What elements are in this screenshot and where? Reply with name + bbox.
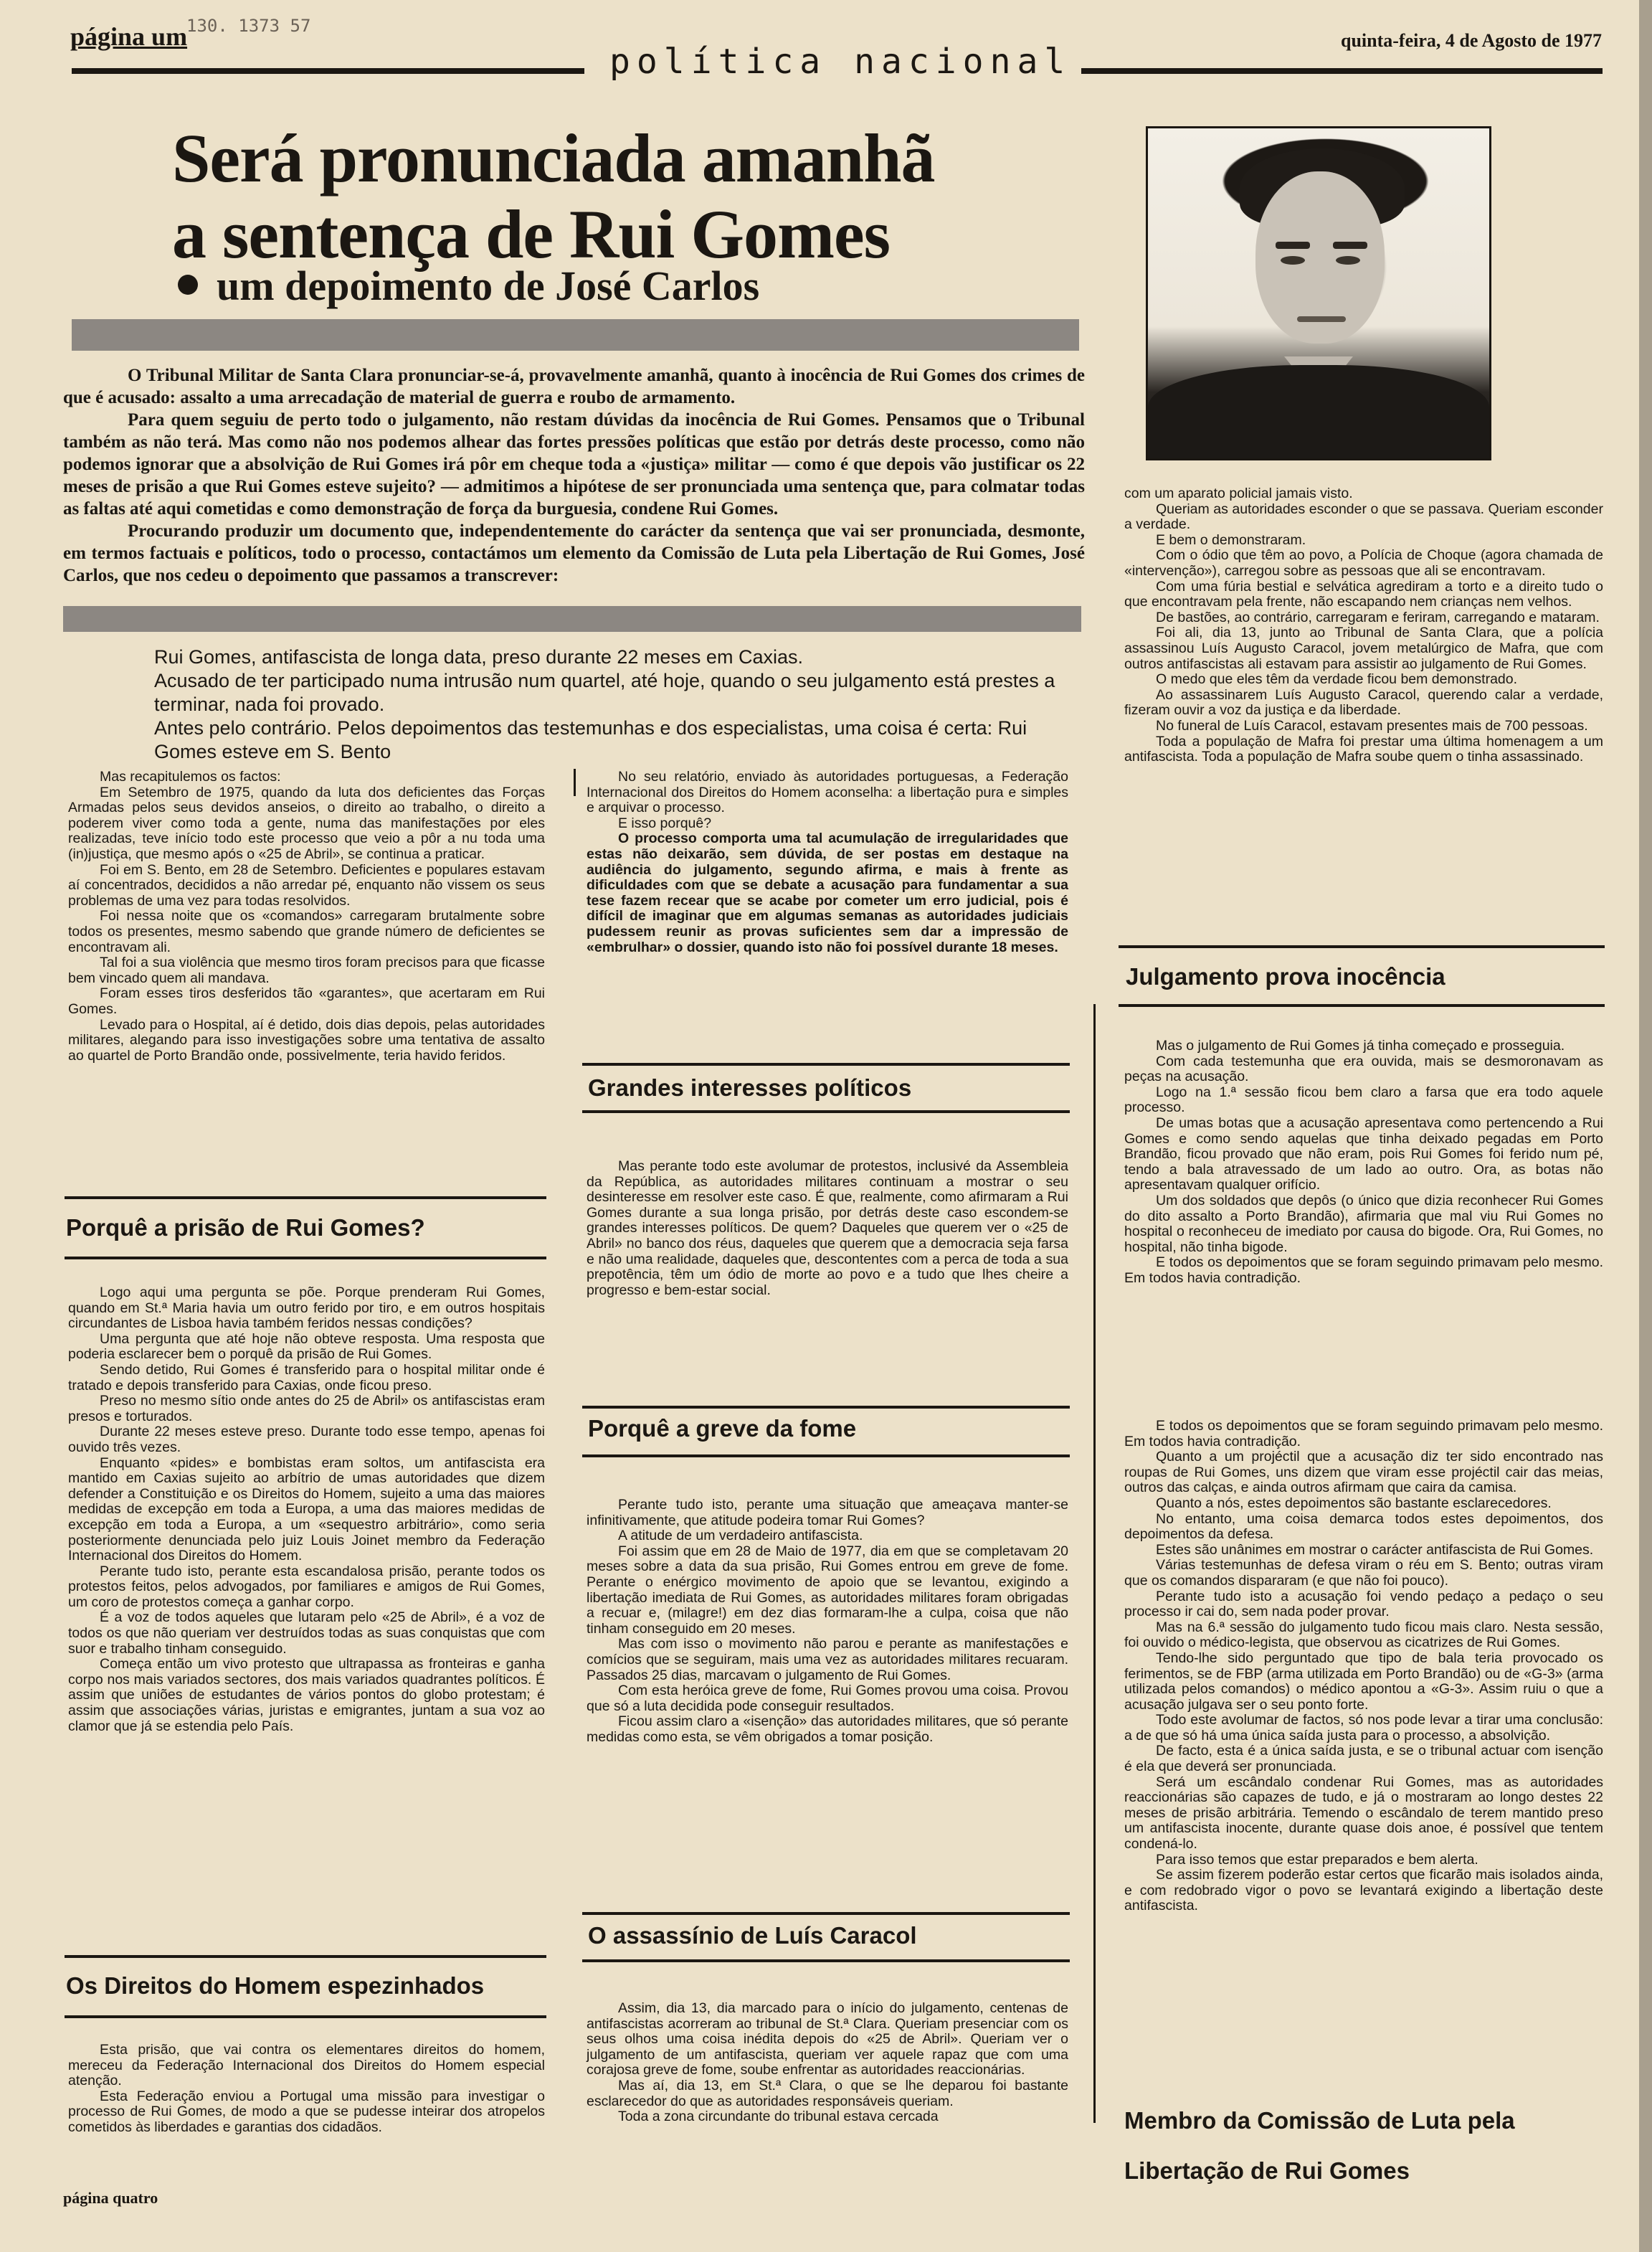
paragraph: Estes são unânimes em mostrar o carácter antifascista de Rui Gomes. <box>1156 1541 1594 1558</box>
paragraph: Logo aqui uma pergunta se põe. Porque prenderam Rui Gomes, quando em St.ª Maria havia um outro ferido por tiro, e em outros hospitais circundantes de Lisboa havia também feridos nessas condições? <box>68 1285 545 1332</box>
grey-band-middle <box>63 606 1081 632</box>
paragraph: E bem o demonstraram. <box>1156 531 1306 548</box>
paragraph: Quanto a um projéctil que a acusação diz ter sido encontrado nas roupas de Rui Gomes, uns dizem que viram esse projéctil cair das meias, outros das calças, e ainda outros afirmam que caira da camisa. <box>1124 1449 1603 1496</box>
paragraph: Uma pergunta que até hoje não obteve resposta. Uma resposta que poderia esclarecer bem o porquê da prisão de Rui Gomes. <box>68 1330 545 1363</box>
paragraph: Para isso temos que estar preparados e bem alerta. <box>1156 1851 1478 1868</box>
pull-quote <box>154 645 1079 764</box>
paragraph: Foi nessa noite que os «comandos» carregaram brutalmente sobre todos os presentes, mesmo sabendo que grande número de deficientes se encontravam ali. <box>68 908 545 955</box>
box-rule <box>582 1912 1070 1915</box>
paragraph: Tendo-lhe sido perguntado que tipo de bala teria provocado os ferimentos, se de FBP (arma utilizada em Porto Brandão) ou de «G-3» (arma utilizada pelos comandos) o médico apontou a «G-3». Assim ruiu o que a acusação julgava ser o seu ponto forte. <box>1124 1650 1603 1713</box>
column-2-intro <box>587 770 1068 955</box>
pull-quote-line: Acusado de ter participado numa intrusão num quartel, até hoje, quando o seu julgamento está prestes a terminar, nada foi provado. <box>154 670 1055 715</box>
signature-line: Membro da Comissão de Luta pela <box>1124 2107 1515 2134</box>
paragraph: Toda a zona circundante do tribunal estava cercada <box>618 2109 939 2125</box>
paragraph: Quanto a nós, estes depoimentos são bastante esclarecedores. <box>1156 1495 1552 1511</box>
column-2-box-2 <box>587 1498 1068 1746</box>
paragraph: Com o ódio que têm ao povo, a Polícia de Choque (agora chamada de «intervenção»), carregou sobre as pessoas que ali se encontravam. <box>1124 547 1603 579</box>
headline-line-1: Será pronunciada amanhã <box>172 120 935 197</box>
column-1-intro <box>68 770 545 1064</box>
box-rule <box>582 1110 1070 1113</box>
paragraph: Todo este avolumar de factos, só nos pode levar a tirar uma conclusão: a de que só há uma única saída justa para o processo, a absolvição. <box>1124 1712 1603 1744</box>
paragraph: Mas recapitulemos os factos: <box>100 769 281 785</box>
paragraph: O medo que eles têm da verdade ficou bem demonstrado. <box>1156 671 1518 688</box>
box-rule <box>582 1063 1070 1066</box>
box-rule <box>582 1454 1070 1457</box>
paragraph: Logo na 1.ª sessão ficou bem claro a farsa que era todo aquele processo. <box>1124 1084 1603 1116</box>
section-rule-left <box>72 68 584 74</box>
paragraph: Em Setembro de 1975, quando da luta dos deficientes das Forças Armadas pelos seus devidos anseios, o direito ao trabalho, o direito a poderem viver como toda a gente, numa das manifestações por eles realizadas, teve início todo este processo que veio a pôr a nu toda uma (in)justiça, que mesmo após o «25 de Abril», se continua a praticar. <box>68 784 545 862</box>
page-edge-mark <box>1639 0 1652 2252</box>
box-rule <box>582 1406 1070 1409</box>
paragraph: É a voz de todos aqueles que lutaram pelo «25 de Abril», é a voz de todos os que não queriam ver destruídos todas as suas conquistas que com suor e trabalho tinham conseguido. <box>68 1609 545 1657</box>
paragraph: Com cada testemunha que era ouvida, mais se desmoronavam as peças na acusação. <box>1124 1053 1603 1085</box>
lede-paragraph: Para quem seguiu de perto todo o julgamento, não restam dúvidas da inocência de Rui Gomes. Pensamos que o Tribunal também as não terá. Mas como não nos podemos alhear das fortes pressões políticas que estão por detrás deste processo, como não podemos ignorar que a absolvição de Rui Gomes irá pôr em cheque toda a «justiça» militar — como é que depois vão justificar os 22 meses de prisão a que Rui Gomes esteve sujeito? — admitimos a hipótese de ser pronunciada uma sentença que, para colmatar todas as faltas até aqui cometidas e como demonstração de força da burguesia, condene Rui Gomes. <box>63 410 1085 519</box>
subheadline <box>178 262 759 310</box>
pull-quote-line: Rui Gomes, antifascista de longa data, preso durante 22 meses em Caxias. <box>154 646 803 668</box>
paragraph: com um aparato policial jamais visto. <box>1124 486 1353 501</box>
column-3-intro <box>1124 486 1603 765</box>
box-rule <box>65 2015 546 2018</box>
paragraph: O processo comporta uma tal acumulação de irregularidades que estas não deixarão, sem dúvida, de ser postas em destaque na audiência do julgamento, segundo afirma, e mais à frente as dificuldades com que se debate a acusação para fundamentar a sua tese fazem recear que se acabe por cometer um erro judicial, pois é difícil de imaginar que em algumas semanas as autoridades judiciais pudessem reunir as provas suficientes sem dar a impressão de «embrulhar» o dossier, quando isto não foi possível durante 18 meses. <box>587 831 1068 955</box>
grey-band-top <box>72 319 1079 351</box>
paragraph: Perante tudo isto, perante esta escandalosa prisão, perante todos os protestos feitos, pelos advogados, por familiares e amigos de Rui Gomes, um coro de protestos começa a ganhar corpo. <box>68 1563 545 1610</box>
column-1-box-1 <box>68 1285 545 1734</box>
column-2-box-1 <box>587 1159 1068 1298</box>
paragraph: E isso porquê? <box>618 815 712 831</box>
paragraph: Se assim fizerem poderão estar certos que ficarão mais isolados ainda, e com redobrado vigor o povo se levantará exigindo a libertação deste antifascista. <box>1124 1867 1603 1914</box>
paragraph: Mas na 6.ª sessão do julgamento tudo ficou mais claro. Nesta sessão, foi ouvido o médico-legista, que observou as cicatrizes de Rui Gomes. <box>1124 1619 1603 1651</box>
lede-paragraph: Procurando produzir um documento que, independentemente do carácter da sentença que vai ser pronunciada, desmonte, em termos factuais e políticos, todo o processo, contactámos um elemento da Comissão de Luta pela Libertação de Rui Gomes, José Carlos, que nos cedeu o depoimento que passamos a transcrever: <box>63 521 1085 585</box>
paragraph: E todos os depoimentos que se foram seguindo primavam pelo mesmo. Em todos havia contradição. <box>1124 1254 1603 1286</box>
paragraph: A atitude de um verdadeiro antifascista. <box>618 1528 863 1544</box>
paragraph: Assim, dia 13, dia marcado para o início do julgamento, centenas de antifascistas acorreram ao tribunal de St.ª Clara. Queriam presenciar com os seus olhos uma coisa inédita depois do «25 de Abril». Queriam ver o julgamento de um antifascista, queriam ver aquele rapaz que com uma corajosa greve de fome, soube enfrentar as autoridades reaccionárias. <box>587 2000 1068 2078</box>
section-name: política nacional <box>609 42 1072 82</box>
paragraph: Ao assassinarem Luís Augusto Caracol, querendo calar a verdade, fizeram ouvir a voz da justiça e da liberdade. <box>1124 686 1603 719</box>
paragraph: Com esta heróica greve de fome, Rui Gomes provou uma coisa. Provou que só a luta decidida pode conseguir resultados. <box>587 1683 1068 1714</box>
lede <box>63 364 1085 587</box>
paragraph: Mas o julgamento de Rui Gomes já tinha começado e prosseguia. <box>1156 1038 1565 1054</box>
dateline: quinta-feira, 4 de Agosto de 1977 <box>1341 30 1602 51</box>
column-rule-top <box>574 769 576 796</box>
archive-stamp: 130. 1373 57 <box>186 16 311 36</box>
paragraph: Foram esses tiros desferidos tão «garantes», que acertaram em Rui Gomes. <box>68 985 545 1017</box>
paragraph: Tal foi a sua violência que mesmo tiros foram precisos para que ficasse bem vincado quem ali mandava. <box>68 955 545 986</box>
box-heading: O assassínio de Luís Caracol <box>588 1922 917 1949</box>
box-heading: Porquê a greve da fome <box>588 1415 857 1442</box>
paragraph: Várias testemunhas de defesa viram o réu em S. Bento; outras viram que os comandos dispararam (e que não foi pouco). <box>1124 1557 1603 1589</box>
paragraph: Levado para o Hospital, aí é detido, dois dias depois, pelas autoridades militares, alegando para isso investigações sobre uma tentativa de assalto ao quartel de Porto Brandão onde, possivelmente, teria havido feridos. <box>68 1016 545 1064</box>
signature <box>1124 2096 1515 2196</box>
paragraph: De bastões, ao contrário, carregaram e feriram, carregando e mataram. <box>1156 609 1600 625</box>
paragraph: Perante tudo isto, perante uma situação que ameaçava manter-se infinitivamente, que atitude podeira tomar Rui Gomes? <box>587 1497 1068 1528</box>
portrait-photo <box>1146 126 1491 460</box>
box-rule <box>582 1959 1070 1962</box>
paragraph: Mas aí, dia 13, em St.ª Clara, o que se lhe deparou foi bastante esclarecedor do que as autoridades responsáveis queriam. <box>587 2077 1068 2109</box>
paragraph: Foi em S. Bento, em 28 de Setembro. Deficientes e populares estavam aí concentrados, decididos a não arredar pé, enquanto não vissem os seus problemas de uma vez para todas resolvidos. <box>68 861 545 909</box>
box-rule <box>1119 1004 1605 1007</box>
paragraph: De facto, esta é a única saída justa, e se o tribunal actuar com isenção é ela que deverá ser pronunciada. <box>1124 1743 1603 1775</box>
paragraph: Ficou assim claro a «isenção» das autoridades militares, que só perante medidas como esta, se vêm obrigados a tomar posição. <box>587 1713 1068 1745</box>
paragraph: Um dos soldados que depôs (o único que dizia reconhecer Rui Gomes do dito assalto a Porto Brandão), afirmaria que mal viu Rui Gomes no hospital o reconheceu de imediato por causa do bigode. Ora, Rui Gomes, no hospital, não tinha bigode. <box>1124 1192 1603 1255</box>
column-2-box-3 <box>587 2001 1068 2125</box>
box-rule <box>65 1196 546 1199</box>
box-heading: Grandes interesses políticos <box>588 1074 912 1101</box>
paragraph: Esta prisão, que vai contra os elementares direitos do homem, mereceu da Federação Internacional dos Direitos do Homem especial atenção. <box>68 2042 545 2089</box>
paragraph: Foi assim que em 28 de Maio de 1977, dia em que se completavam 20 meses sobre a data da sua prisão, Rui Gomes entrou em greve de fome. Perante o enérgico movimento de apoio que se levantou, exigindo a libertação imediata de Rui Gomes, as autoridades militares foram obrigadas a recuar e, (milagre!) em dez dias formaram-lhe a culpa, coisa que não tinham conseguido em 20 meses. <box>587 1543 1068 1637</box>
paragraph: Começa então um vivo protesto que ultrapassa as fronteiras e ganha corpo nos mais variados sectores, dos mais variados quadrantes políticos. É assim que uniões de estudantes de vários pontos do globo protestam; é assim que associações várias, juristas e emigrantes, juntam a sua voz ao clamor que já se estendia pelo País. <box>68 1656 545 1734</box>
box-heading: Julgamento prova inocência <box>1126 963 1446 990</box>
subheadline-text: um depoimento de José Carlos <box>217 262 760 309</box>
paragraph: Enquanto «pides» e bombistas eram soltos, um antifascista era mantido em Caxias sujeito ao arbítrio de umas autoridades que dizem defender a Constituição e os Direitos do Homem, sujeito a uma das maiores medidas de excepção em toda a Europa, a uma das maiores medidas de excepção em toda a Europa, a um «sequestro arbitrário», como seria posteriormente denunciada pelo juiz Louis Joinet membro da Federação Internacional dos Direitos do Homem. <box>68 1454 545 1564</box>
column-3-box-2 <box>1124 1419 1603 1914</box>
paragraph: No entanto, uma coisa demarca todos estes depoimentos, dos depoimentos da defesa. <box>1124 1510 1603 1543</box>
paragraph: Durante 22 meses esteve preso. Durante todo esse tempo, apenas foi ouvido três vezes. <box>68 1424 545 1455</box>
pull-quote-line: Antes pelo contrário. Pelos depoimentos das testemunhas e dos especialistas, uma coisa é certa: Rui Gomes esteve em S. Bento <box>154 717 1027 762</box>
paragraph: No seu relatório, enviado às autoridades portuguesas, a Federação Internacional dos Direitos do Homem aconselha: a libertação pura e simples e arquivar o processo. <box>587 769 1068 816</box>
box-heading: Os Direitos do Homem espezinhados <box>66 1972 485 1999</box>
paragraph: De umas botas que a acusação apresentava como pertencendo a Rui Gomes e como sendo aquelas que tinha deixado pegadas em Porto Brandão, ficou provado que não eram, pois Rui Gomes foi ferido num pé, tendo a bala atravessado de um lado ao outro. Ora, as botas não apresentavam qualquer orifício. <box>1124 1115 1603 1193</box>
paragraph: Sendo detido, Rui Gomes é transferido para o hospital militar onde é tratado e depois transferido para Caxias, onde ficou preso. <box>68 1361 545 1394</box>
signature-line: Libertação de Rui Gomes <box>1124 2157 1410 2184</box>
paragraph: E todos os depoimentos que se foram seguindo primavam pelo mesmo. Em todos havia contradição. <box>1124 1418 1603 1449</box>
paragraph: Mas com isso o movimento não parou e perante as manifestações e comícios que se seguiram, mais uma vez as autoridades militares recuaram. Passados 25 dias, marcavam o julgamento de Rui Gomes. <box>587 1636 1068 1683</box>
column-1-box-2 <box>68 2043 545 2136</box>
paragraph: Toda a população de Mafra foi prestar uma última homenagem a um antifascista. Toda a população de Mafra soube quem o tinha assassinado. <box>1124 733 1603 765</box>
paragraph: No funeral de Luís Caracol, estavam presentes mais de 700 pessoas. <box>1156 717 1588 734</box>
box-rule <box>65 1955 546 1958</box>
box-heading: Porquê a prisão de Rui Gomes? <box>66 1214 425 1241</box>
paragraph: Preso no mesmo sítio onde antes do 25 de Abril» os antifascistas eram presos e torturados. <box>68 1393 545 1424</box>
paragraph: Esta Federação enviou a Portugal uma missão para investigar o processo de Rui Gomes, de modo a que se pudesse inteirar dos atropelos cometidos às liberdades e garantias dos cidadãos. <box>68 2088 545 2135</box>
page-tab: página um <box>70 22 188 51</box>
section-rule-right <box>1081 68 1603 74</box>
box-rule <box>1119 945 1605 948</box>
lede-paragraph: O Tribunal Militar de Santa Clara pronunciar-se-á, provavelmente amanhã, quanto à inocência de Rui Gomes dos crimes de que é acusado: assalto a uma arrecadação de material de guerra e roubo de armamento. <box>63 366 1085 407</box>
headline-line-2: a sentença de Rui Gomes <box>172 196 890 273</box>
bullet-icon <box>178 275 198 295</box>
column-rule <box>1093 1004 1096 2123</box>
paragraph: Perante tudo isto a acusação foi vendo pedaço a pedaço o seu processo ir cai do, sem nada poder provar. <box>1124 1588 1603 1620</box>
page-folio: página quatro <box>63 2189 158 2207</box>
paragraph: Mas perante todo este avolumar de protestos, inclusivé da Assembleia da República, as autoridades militares continuam a mostrar o seu desinteresse em resolver este caso. É que, realmente, como afirmaram a Rui Gomes durante a sua longa prisão, por detrás deste caso escondem-se grandes interesses políticos. De quem? Daqueles que querem ver o «25 de Abril» no banco dos réus, daqueles que querem que a democracia seja farsa e não uma realidade, daqueles que, descontentes com a perca de toda a sua prepotência, têm um ódio de morte ao povo e a tudo que lhes cheire a progresso e bem-estar social. <box>587 1158 1068 1298</box>
paragraph: Com uma fúria bestial e selvática agrediram a torto e a direito tudo o que encontravam pela frente, não escapando nem crianças nem velhos. <box>1124 578 1603 610</box>
paragraph: Será um escândalo condenar Rui Gomes, mas as autoridades reaccionárias são capazes de tudo, e já o mostraram ao longo destes 22 meses de prisão arbitrária. Temendo o escândalo de terem mantido preso um antifascista inocente, durante quase dois anoe, é possível que tentem condená-lo. <box>1124 1774 1603 1853</box>
box-rule <box>65 1257 546 1259</box>
paragraph: Queriam as autoridades esconder o que se passava. Queriam esconder a verdade. <box>1124 501 1603 533</box>
column-3-box-1 <box>1124 1039 1603 1287</box>
paragraph: Foi ali, dia 13, junto ao Tribunal de Santa Clara, que a polícia assassinou Luís Augusto Caracol, jovem metalúrgico de Mafra, que com outros antifascistas ali estavam para assistir ao julgamento de Rui Gomes. <box>1124 625 1603 672</box>
